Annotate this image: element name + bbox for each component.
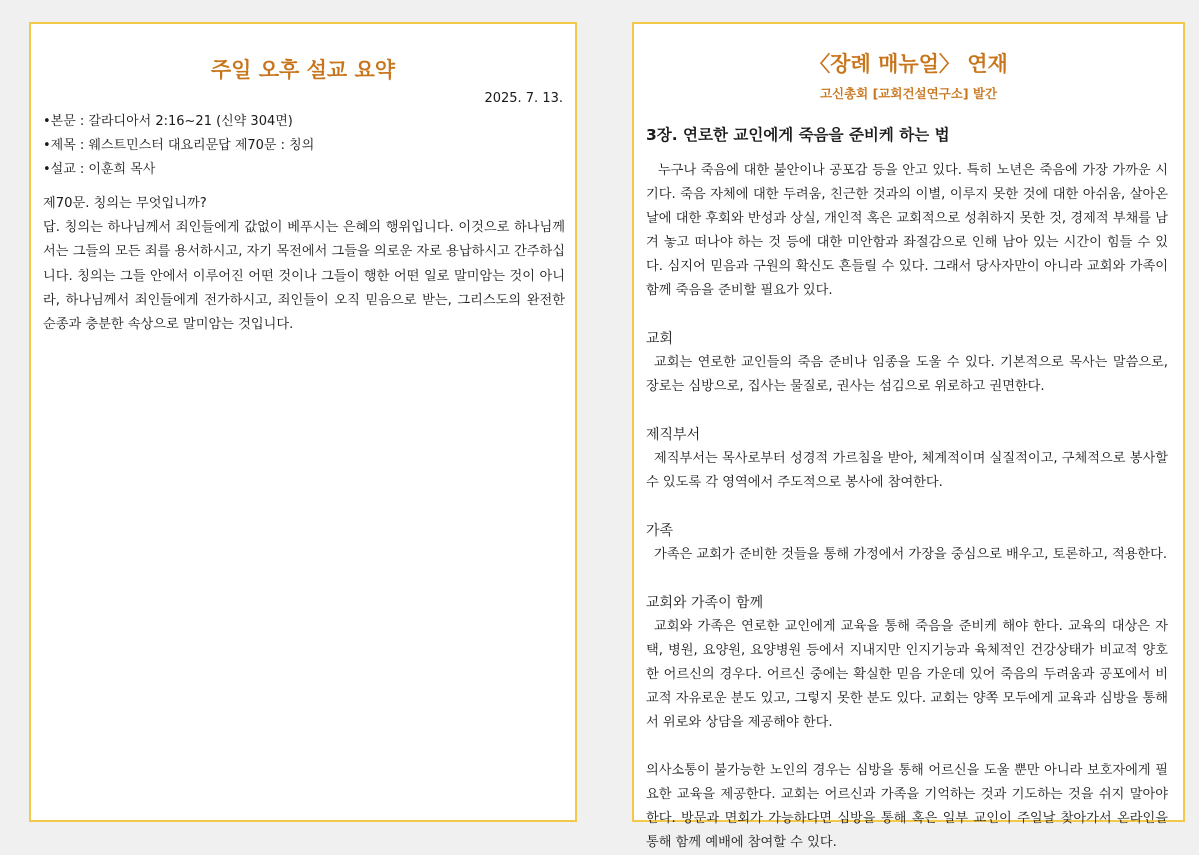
section-heading-church: 교회 xyxy=(646,331,674,347)
sermon-title: 주일 오후 설교 요약 xyxy=(210,58,396,82)
sermon-preacher: •설교 : 이훈희 목사 xyxy=(43,162,156,177)
section-body-together: 교회와 가족은 연로한 교인에게 교육을 통해 죽음을 준비케 해야 한다. 교육의 대상은 자택, 병원, 요양원, 요양병원 등에서 지내지만 인지기능과 육체적인 건강상태가 비교적 양호한 어르신의 경우다. 어르신 중에는 확실한 믿음 가운데 있어 죽음의 두려움과 공포에서 비교적 자유로운 분도 있고, 그렇지 못한 분도 있다. 교회는 양쪽 모두에게 교육과 심방을 통해서 위로와 상담을 제공해야 한다. xyxy=(646,619,1168,730)
sermon-summary-page xyxy=(29,22,577,822)
catechism-question: 제70문. 칭의는 무엇입니까? xyxy=(43,196,207,211)
closing-paragraph: 의사소통이 불가능한 노인의 경우는 심방을 통해 어르신을 도울 뿐만 아니라 보호자에게 필요한 교육을 제공한다. 교회는 어르신과 가족을 기억하는 것과 기도하는 것을 쉬지 말아야 한다. 방문과 면회가 가능하다면 심방을 통해 혹은 일부 교인이 주일날 찾아가서 온라인을 통해 함께 예배에 참여할 수 있다. xyxy=(646,763,1168,850)
chapter-heading: 3장. 연로한 교인에게 죽음을 준비케 하는 법 xyxy=(646,126,950,144)
section-heading-together: 교회와 가족이 함께 xyxy=(646,595,764,611)
section-body-church: 교회는 연로한 교인들의 죽음 준비나 임종을 도울 수 있다. 기본적으로 목사는 말씀으로, 장로는 심방으로, 집사는 물질로, 권사는 섬김으로 위로하고 권면한다. xyxy=(646,355,1168,394)
funeral-manual-page xyxy=(632,22,1185,850)
manual-publisher: 고신총회 [교회건설연구소] 발간 xyxy=(819,86,998,101)
sermon-subject: •제목 : 웨스트민스터 대요리문답 제70문 : 칭의 xyxy=(43,138,315,153)
catechism-qa xyxy=(43,192,565,337)
sermon-date: 2025. 7. 13. xyxy=(484,91,563,106)
sermon-meta xyxy=(43,110,563,182)
section-body-staff: 제직부서는 목사로부터 성경적 가르침을 받아, 체계적이며 실질적이고, 구체적으로 봉사할 수 있도록 각 영역에서 주도적으로 봉사에 참여한다. xyxy=(646,451,1168,490)
intro-paragraph: 누구나 죽음에 대한 불안이나 공포감 등을 안고 있다. 특히 노년은 죽음에 가장 가까운 시기다. 죽음 자체에 대한 두려움, 친근한 것과의 이별, 이루지 못한 것에 대한 아쉬움, 살아온 날에 대한 후회와 반성과 상실, 개인적 혹은 교회적으로 성취하지 못한 것, 경제적 부채를 남겨 놓고 떠나야 하는 것 등에 대한 미안함과 좌절감으로 인해 남아 있는 시간이 힘들 수 있다. 심지어 믿음과 구원의 확신도 흔들릴 수 있다. 그래서 당사자만이 아니라 교회와 가족이 함께 죽음을 준비할 필요가 있다. xyxy=(646,163,1168,298)
sermon-scripture: •본문 : 갈라디아서 2:16~21 (신약 304면) xyxy=(43,114,293,129)
section-body-family: 가족은 교회가 준비한 것들을 통해 가정에서 가장을 중심으로 배우고, 토론하고, 적용한다. xyxy=(654,547,1168,562)
section-heading-family: 가족 xyxy=(646,523,674,539)
manual-article xyxy=(646,159,1168,855)
manual-title: 〈장례 매뉴얼〉 연재 xyxy=(809,52,1008,76)
catechism-answer: 답. 칭의는 하나님께서 죄인들에게 값없이 베푸시는 은혜의 행위입니다. 이것으로 하나님께서는 그들의 모든 죄를 용서하시고, 자기 목전에서 그들을 의로운 자로 용납하시고 간주하십니다. 칭의는 그들 안에서 이루어진 어떤 것이나 그들이 행한 어떤 일로 말미암는 것이 아니라, 하나님께서 죄인들에게 전가하시고, 죄인들이 오직 믿음으로 받는, 그리스도의 완전한 순종과 충분한 속상으로 말미암는 것입니다. xyxy=(43,220,565,333)
section-heading-staff: 제직부서 xyxy=(646,427,701,443)
